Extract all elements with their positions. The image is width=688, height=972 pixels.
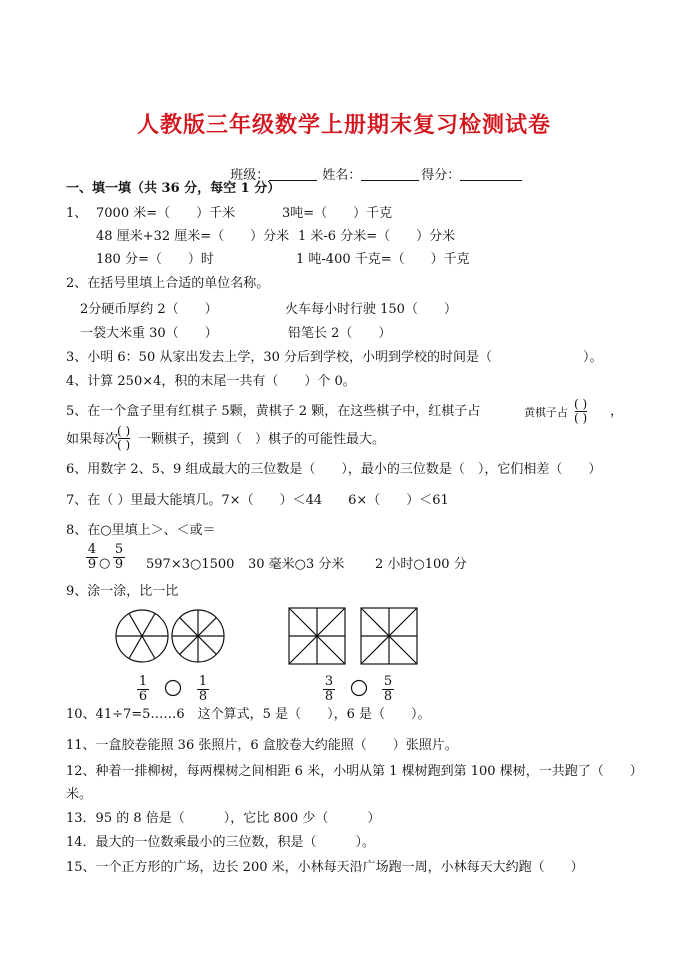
q8-item: 2 小时○100 分 — [375, 557, 467, 572]
fraction-numerator: 4 — [87, 542, 97, 557]
q9-fraction — [197, 675, 209, 704]
q9-fraction — [382, 675, 394, 704]
q1-number: 1、 — [66, 206, 88, 221]
q1-item: 1 吨-400 千克=（ ）千克 — [296, 252, 470, 267]
fraction-denominator: 8 — [383, 689, 393, 704]
square-divided-8-right[interactable] — [361, 608, 417, 664]
square-divided-8-left[interactable] — [289, 608, 345, 664]
score-field — [413, 151, 522, 184]
fraction-numerator: 5 — [383, 674, 393, 689]
q1-item: 7000 米=（ ）千米 — [96, 206, 236, 221]
question-12-line-2: 米。 — [66, 787, 93, 802]
q9-circles — [114, 608, 226, 666]
fraction-denominator: 9 — [87, 557, 97, 572]
q9-fraction — [137, 675, 149, 704]
question-13: 13．95 的 8 倍是（ ），它比 800 少（ ） — [66, 811, 381, 826]
class-blank[interactable] — [269, 167, 317, 181]
question-4: 4、计算 250×4，积的末尾一共有（ ）个 0。 — [66, 374, 356, 389]
fraction-numerator: 5 — [114, 542, 124, 557]
name-label: 姓名： — [322, 168, 362, 183]
q5-inline-fraction-blank[interactable] — [117, 425, 130, 452]
section-1-heading: 一、填一填（共 36 分，每空 1 分） — [66, 181, 281, 196]
q5-comma: ， — [610, 404, 624, 419]
q8-fraction-right — [113, 543, 125, 572]
q1-item: 3吨=（ ）千克 — [282, 206, 393, 221]
q9-compare-circle-2[interactable] — [350, 679, 368, 697]
fraction-denominator: 6 — [138, 689, 148, 704]
q8-compare-circle[interactable]: ○ — [99, 556, 111, 571]
fraction-numerator: ( ) — [574, 397, 588, 411]
score-blank[interactable] — [460, 167, 522, 181]
question-10: 10、41÷7=5……6 这个算式，5 是（ ），6 是（ ）。 — [66, 707, 431, 722]
q9-stem: 9、涂一涂，比一比 — [66, 584, 179, 599]
q2-item: 火车每小时行驶 150（ ） — [285, 302, 457, 317]
fraction-numerator: 3 — [324, 674, 334, 689]
q5-fraction-blank[interactable] — [574, 398, 587, 425]
question-3: 3、小明 6：50 从家出发去上学，30 分后到学校，小明到学校的时间是（ ）。 — [66, 350, 603, 365]
fraction-numerator: ( ) — [117, 424, 131, 438]
class-label: 班级： — [230, 168, 270, 183]
fraction-denominator: 9 — [114, 557, 124, 572]
q1-item: 48 厘米+32 厘米=（ ）分米 — [96, 229, 290, 244]
question-14: 14．最大的一位数乘最小的三位数，积是（ ）。 — [66, 835, 376, 850]
q5-line-2b: 一颗棋子，摸到（ ）棋子的可能性最大。 — [138, 432, 386, 447]
fraction-denominator: 8 — [324, 689, 334, 704]
fraction-denominator: ( ) — [117, 438, 131, 452]
q9-compare-circle-1[interactable] — [164, 679, 182, 697]
q2-stem: 2、在括号里填上合适的单位名称。 — [66, 276, 270, 291]
circle-divided-8[interactable] — [172, 610, 224, 662]
score-label: 得分： — [421, 168, 461, 183]
q5-line-2a: 如果每次 — [66, 432, 119, 447]
fraction-denominator: ( ) — [574, 411, 588, 425]
q9-fraction — [323, 675, 335, 704]
q5-line-1: 5、在一个盒子里有红棋子 5颗，黄棋子 2 颗，在这些棋子中，红棋子占 — [66, 404, 481, 419]
q8-item: 30 毫米○3 分米 — [248, 557, 345, 572]
question-12-line-1: 12、种着一排柳树，每两棵树之间相距 6 米，小明从第 1 棵树跑到第 100 棵树，一共跑了（ ） — [66, 764, 643, 779]
q1-item: 180 分=（ ）时 — [96, 252, 214, 267]
q2-item: 2分硬币厚约 2（ ） — [80, 302, 218, 317]
name-blank[interactable] — [361, 167, 419, 181]
fraction-denominator: 8 — [198, 689, 208, 704]
q9-squares — [288, 607, 422, 667]
fraction-numerator: 1 — [198, 674, 208, 689]
circle-divided-6[interactable] — [116, 610, 168, 662]
q2-item: 铅笔长 2（ ） — [288, 326, 392, 341]
class-field — [222, 151, 317, 184]
question-15: 15、一个正方形的广场，边长 200 米，小林每天沿广场跑一周，小林每天大约跑（ ） — [66, 860, 584, 875]
page-title: 人教版三年级数学上册期末复习检测试卷 — [136, 113, 551, 138]
q1-item: 1 米-6 分米=（ ）分米 — [298, 229, 456, 244]
q8-item: 597×3○1500 — [146, 557, 235, 572]
question-11: 11、一盒胶卷能照 36 张照片，6 盒胶卷大约能照（ ）张照片。 — [66, 738, 458, 753]
name-field — [314, 151, 419, 184]
q5-yellow-label: 黄棋子占 — [524, 406, 568, 419]
q2-item: 一袋大米重 30（ ） — [80, 326, 218, 341]
question-7: 7、在（ ）里最大能填几。7×（ ）＜44 6×（ ）＜61 — [66, 493, 449, 508]
q8-stem: 8、在○里填上＞、＜或＝ — [66, 523, 216, 538]
question-6: 6、用数字 2、5、9 组成最大的三位数是（ ），最小的三位数是（ ），它们相差（ ） — [66, 462, 602, 477]
q8-fraction-left — [86, 543, 98, 572]
fraction-numerator: 1 — [138, 674, 148, 689]
